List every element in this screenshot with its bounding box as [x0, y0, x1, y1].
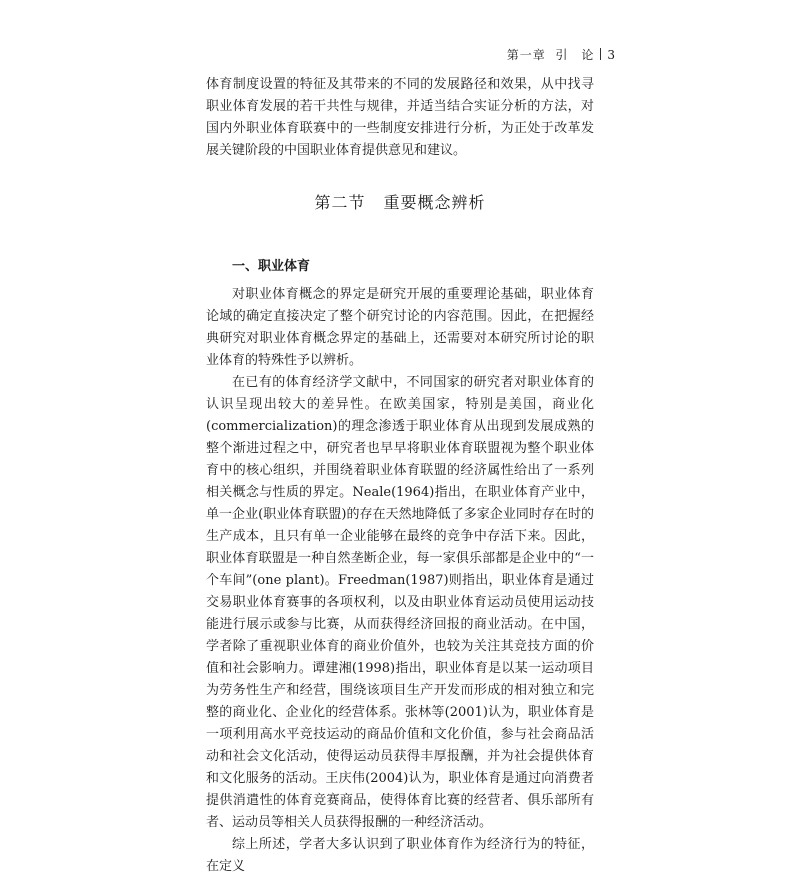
body-paragraph: 对职业体育概念的界定是研究开展的重要理论基础，职业体育论域的确定直接决定了整个研究讨论的内容范围。因此，在把握经典研究对职业体育概念界定的基础上，还需要对本研究所讨论的职业体育的特殊性予以辨析。	[206, 287, 594, 368]
section-title: 重要概念辨析	[383, 193, 486, 212]
page-number: 3	[607, 48, 616, 62]
subsection-heading: 一、职业体育	[232, 259, 311, 274]
intro-paragraph: 体育制度设置的特征及其带来的不同的发展路径和效果，从中找寻职业体育发展的若干共性与规律，并适当结合实证分析的方法，对国内外职业体育联赛中的一些制度安排进行分析，为正处于改革发展关键阶段的中国职业体育提供意见和建议。	[206, 77, 594, 158]
page-body	[206, 74, 594, 878]
chapter-label: 第一章	[506, 48, 546, 62]
section-number: 第二节	[314, 193, 366, 212]
body-paragraph: 在已有的体育经济学文献中，不同国家的研究者对职业体育的认识呈现出较大的差异性。在欧美国家，特别是美国，商业化(commercialization)的理念渗透于职业体育从出现到发展成熟的整个渐进过程之中，研究者也早早将职业体育联盟视为整个职业体育中的核心组织，并围绕着职业体育联盟的经济属性给出了一系列相关概念与性质的界定。Neale(1964)指出，在职业体育产业中，单一企业(职业体育联盟)的存在天然地降低了多家企业同时存在时的生产成本，且只有单一企业能够在最终的竞争中存活下来。因此，职业体育联盟是一种自然垄断企业，每一家俱乐部都是企业中的“一个车间”(one plant)。Freedman(1987)则指出，职业体育是通过交易职业体育赛事的各项权利，以及由职业体育运动员使用运动技能进行展示或参与比赛，从而获得经济回报的商业活动。在中国，学者除了重视职业体育的商业价值外，也较为关注其竞技方面的价值和社会影响力。谭建湘(1998)指出，职业体育是以某一运动项目为劳务性生产和经营，围绕该项目生产开发而形成的相对独立和完整的商业化、企业化的经营体系。张林等(2001)认为，职业体育是一项利用高水平竞技运动的商品价值和文化价值，参与社会商品活动和社会文化活动，使得运动员获得丰厚报酬，并为社会提供体育和文化服务的活动。王庆伟(2004)认为，职业体育是通过向消费者提供消遣性的体育竞赛商品，使得体育比赛的经营者、俱乐部所有者、运动员等相关人员获得报酬的一种经济活动。	[206, 375, 594, 830]
body-paragraph: 综上所述，学者大多认识到了职业体育作为经济行为的特征，在定义	[206, 837, 594, 874]
section-heading	[206, 190, 594, 226]
running-head	[507, 47, 616, 63]
header-divider	[600, 48, 601, 60]
chapter-title: 引 论	[555, 48, 595, 62]
